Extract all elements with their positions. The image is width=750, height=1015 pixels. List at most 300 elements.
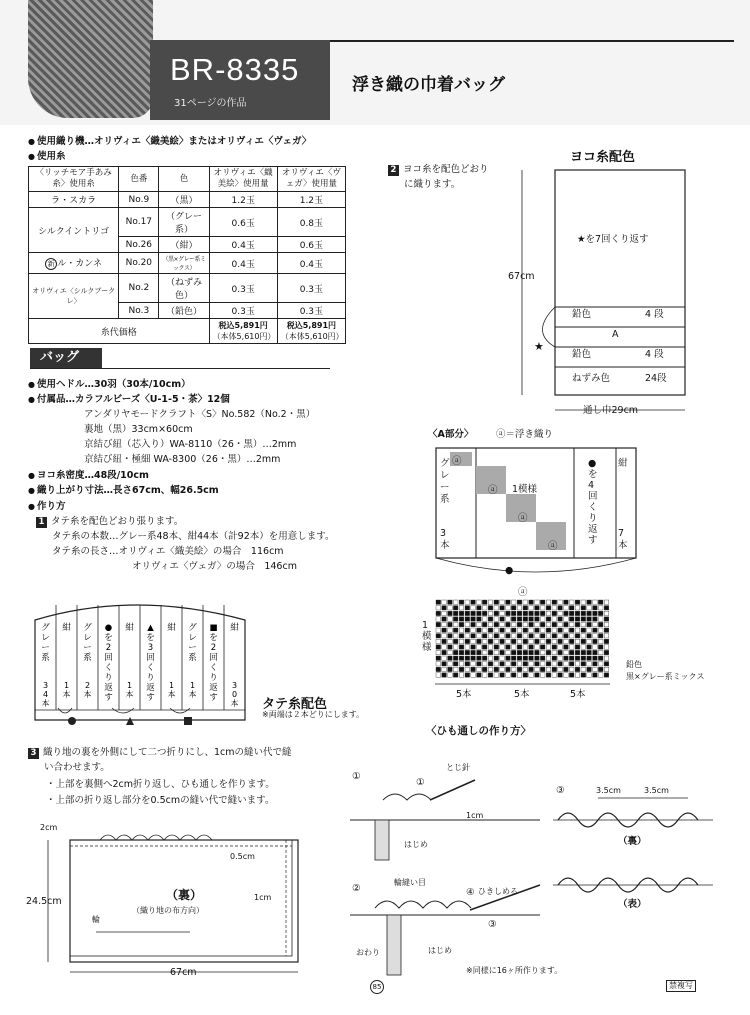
weave-cell — [598, 628, 603, 632]
weave-cell — [482, 600, 487, 604]
weave-cell — [471, 667, 476, 671]
weave-cell — [500, 611, 505, 615]
weave-cell — [564, 617, 569, 621]
weave-cell — [500, 673, 505, 677]
weave-cell — [477, 606, 482, 610]
weave-cell — [535, 656, 540, 660]
price-label: 糸代価格 — [29, 319, 210, 344]
weave-cell — [465, 606, 470, 610]
weave-cell — [482, 673, 487, 677]
weave-cell — [494, 673, 499, 677]
weave-cell — [453, 634, 458, 638]
weave-cell — [471, 673, 476, 677]
weave-cell — [459, 611, 464, 615]
weave-cell — [494, 667, 499, 671]
weave-cell — [465, 656, 470, 660]
weave-cell — [471, 634, 476, 638]
warp-column-char: 紺 — [125, 623, 134, 633]
warp-column-char: り — [104, 673, 113, 683]
weave-cell — [453, 622, 458, 626]
weave-cell — [593, 611, 598, 615]
weave-cell — [494, 606, 499, 610]
weave-cell — [604, 639, 609, 643]
weave-cell — [477, 622, 482, 626]
step-3b-marker: ③ — [488, 919, 497, 930]
spacing-1: 3.5cm — [596, 786, 621, 795]
warp-count-char: 本 — [230, 699, 239, 708]
weave-cell — [575, 628, 580, 632]
page-reference: 31ページの作品 — [174, 98, 247, 109]
weave-cell — [587, 656, 592, 660]
col-usage-a: オリヴィエ〈織美絵〉使用量 — [209, 167, 277, 192]
weave-cell — [459, 650, 464, 654]
weave-cell — [581, 622, 586, 626]
part-a-legend: ⓐ＝浮き織り — [496, 429, 554, 440]
accessory-4: 京結び紐（芯入り）WA-8110（26・黒）…2mm — [84, 439, 297, 450]
step3-bullet1: ・上部を裏側へ2cm折り返し、ひも通しを作ります。 — [46, 779, 275, 790]
weave-cell — [477, 656, 482, 660]
weave-cell — [598, 622, 603, 626]
part-a-pattern: 1模様 — [512, 484, 538, 495]
weave-cell — [540, 645, 545, 649]
warp-count-char: 2 — [84, 681, 91, 690]
bag-width: 67cm — [170, 967, 197, 978]
weave-cell — [494, 622, 499, 626]
weave-cell — [581, 662, 586, 666]
warp-count-char: 3 — [231, 681, 238, 690]
weave-cell — [477, 617, 482, 621]
weave-legend-2: 黒×グレー系ミックス — [626, 672, 705, 681]
weave-cell — [587, 628, 592, 632]
warp-column-char: グ — [83, 623, 92, 633]
cord-front: （表） — [618, 899, 647, 910]
weave-cell — [540, 634, 545, 638]
weave-cell — [453, 662, 458, 666]
cell-color: （黒） — [159, 192, 209, 208]
weave-cell — [569, 673, 574, 677]
weave-cell — [535, 606, 540, 610]
weave-cell — [598, 662, 603, 666]
warp-column-char: 系 — [41, 653, 50, 663]
step3-text2: い合わせます。 — [44, 762, 110, 773]
weave-cell — [575, 600, 580, 604]
weft-row-4-color: ねずみ色 — [572, 373, 611, 384]
weave-cell — [535, 645, 540, 649]
weave-cell — [488, 667, 493, 671]
warp-column-char: 回 — [146, 653, 155, 663]
weave-cell — [482, 639, 487, 643]
weave-cell — [587, 622, 592, 626]
weave-cell — [453, 673, 458, 677]
weave-cell — [482, 667, 487, 671]
price-a-value: 税込5,891円 — [218, 321, 268, 330]
weave-cell — [558, 645, 563, 649]
weave-cell — [488, 628, 493, 632]
warp-column-char: 2 — [105, 643, 112, 653]
weave-cell — [529, 622, 534, 626]
warp-column-char: 返 — [104, 683, 113, 693]
weave-a-mark: ⓐ — [518, 587, 528, 598]
weave-cell — [558, 611, 563, 615]
weave-cell — [471, 600, 476, 604]
weave-cell — [546, 606, 551, 610]
cell-usage-b: 1.2玉 — [277, 192, 345, 208]
weave-cell — [465, 662, 470, 666]
step2-line — [388, 163, 489, 176]
weave-cell — [465, 628, 470, 632]
method-heading: ● 作り方 — [28, 500, 66, 513]
weave-cell — [436, 606, 441, 610]
weave-cell — [604, 645, 609, 649]
weave-cell — [593, 645, 598, 649]
weave-cell — [506, 606, 511, 610]
step-2-marker: ② — [352, 883, 361, 894]
cell-yarn: ラ・スカラ — [29, 192, 119, 208]
weave-cell — [546, 634, 551, 638]
weave-count-1: 5本 — [456, 689, 472, 700]
weave-cell — [604, 622, 609, 626]
code-box — [150, 40, 330, 120]
cord-diagram-left — [345, 740, 545, 980]
cord-note: ※同様に16ヶ所作ります。 — [466, 966, 563, 975]
step2-number: 2 — [388, 165, 399, 176]
weave-cell — [540, 650, 545, 654]
weave-cell — [517, 634, 522, 638]
weave-cell — [523, 617, 528, 621]
table-row — [29, 274, 346, 303]
weave-cell — [535, 617, 540, 621]
cell-usage-a: 0.4玉 — [209, 253, 277, 274]
col-usage-b: オリヴィエ〈ヴェガ〉使用量 — [277, 167, 345, 192]
weave-cell — [575, 667, 580, 671]
weave-cell — [500, 645, 505, 649]
weave-cell — [535, 634, 540, 638]
weave-cell — [581, 656, 586, 660]
weave-cell — [598, 645, 603, 649]
weave-cell — [442, 611, 447, 615]
weave-cell — [500, 600, 505, 604]
weave-cell — [482, 606, 487, 610]
fold-top: 2cm — [40, 823, 58, 832]
cell-usage-a: 0.4玉 — [209, 237, 277, 253]
weave-cell — [511, 617, 516, 621]
price-a-sub: （本体5,610円） — [212, 332, 276, 341]
weave-cell — [506, 662, 511, 666]
warp-count-char: 本 — [167, 690, 176, 699]
weave-cell — [459, 673, 464, 677]
cell-usage-a: 0.3玉 — [209, 303, 277, 319]
part-a-left-count: 3本 — [440, 528, 450, 551]
weave-cell — [494, 628, 499, 632]
weave-cell — [593, 600, 598, 604]
weave-cell — [552, 617, 557, 621]
weave-cell — [517, 656, 522, 660]
weave-cell — [506, 634, 511, 638]
step1-number: 1 — [36, 517, 47, 528]
weave-cell — [535, 628, 540, 632]
part-a-right-count: 7本 — [618, 528, 628, 551]
weft-row-1-count: 4 段 — [645, 309, 664, 320]
weave-cell — [488, 611, 493, 615]
weave-cell — [448, 645, 453, 649]
weave-cell — [465, 617, 470, 621]
density-line: ● ヨコ糸密度…48段/10cm — [28, 469, 149, 482]
weave-cell — [552, 606, 557, 610]
weave-cell — [506, 600, 511, 604]
weave-cell — [593, 634, 598, 638]
weave-cell — [511, 650, 516, 654]
weave-cell — [569, 662, 574, 666]
weave-cell — [529, 662, 534, 666]
warp-column-char: 返 — [146, 683, 155, 693]
weft-diagram — [500, 160, 720, 425]
weave-cell — [546, 673, 551, 677]
weave-cell — [575, 645, 580, 649]
weave-cell — [604, 656, 609, 660]
cell-color: （ねずみ色） — [159, 274, 209, 303]
weave-cell — [529, 645, 534, 649]
accessories-line: ● 付属品…カラフルビーズ〈U-1-5・茶〉12個 — [28, 393, 230, 406]
weave-cell — [517, 622, 522, 626]
weave-cell — [540, 667, 545, 671]
weave-cell — [604, 662, 609, 666]
weave-cell — [540, 606, 545, 610]
cell-usage-b: 0.3玉 — [277, 274, 345, 303]
weave-cell — [598, 600, 603, 604]
weave-cell — [488, 662, 493, 666]
weave-cell — [552, 634, 557, 638]
weave-cell — [448, 650, 453, 654]
weave-cell — [482, 611, 487, 615]
weave-cell — [558, 628, 563, 632]
weave-cell — [488, 600, 493, 604]
weave-cell — [546, 667, 551, 671]
bag-height: 24.5cm — [26, 896, 62, 907]
weave-cell — [459, 628, 464, 632]
warp-count-char: 1 — [189, 681, 196, 690]
weave-cell — [465, 650, 470, 654]
warp-count-char: 本 — [125, 690, 134, 699]
cell-usage-b: 0.4玉 — [277, 253, 345, 274]
weave-cell — [459, 600, 464, 604]
warp-count-char: 本 — [83, 690, 92, 699]
weave-cell — [482, 622, 487, 626]
weave-cell — [535, 673, 540, 677]
part-a-right: 紺 — [618, 458, 628, 469]
weave-cell — [558, 656, 563, 660]
weft-row-1-color: 鉛色 — [572, 309, 592, 320]
weave-cell — [453, 645, 458, 649]
weave-cell — [511, 634, 516, 638]
weave-cell — [523, 628, 528, 632]
weave-cell — [477, 673, 482, 677]
weave-cell — [564, 667, 569, 671]
weave-cell — [569, 628, 574, 632]
warp-column-char: を — [146, 633, 155, 643]
weave-cell — [604, 606, 609, 610]
weave-cell — [581, 673, 586, 677]
weave-cell — [448, 617, 453, 621]
weave-cell — [598, 656, 603, 660]
weave-cell — [482, 656, 487, 660]
back-label: （裏） — [166, 888, 203, 902]
warp-count-char: 本 — [41, 699, 50, 708]
warp-column-char: 紺 — [167, 623, 176, 633]
table-row — [29, 253, 346, 274]
warp-column-char: ー — [41, 643, 50, 653]
weave-cell — [500, 650, 505, 654]
weave-cell — [500, 662, 505, 666]
warp-column-char: 紺 — [230, 623, 239, 633]
weave-cell — [575, 634, 580, 638]
weave-cell — [482, 617, 487, 621]
weave-cell — [558, 622, 563, 626]
accessory-5: 京結び紐・極細 WA-8300（26・黒）…2mm — [84, 454, 281, 465]
weave-cell — [471, 639, 476, 643]
weave-cell — [482, 634, 487, 638]
step3-line — [28, 746, 292, 759]
weave-cell — [494, 656, 499, 660]
accessory-3: 裏地（黒）33cm×60cm — [84, 424, 193, 435]
warp-column-char: り — [146, 673, 155, 683]
weave-cell — [575, 617, 580, 621]
weave-cell — [506, 673, 511, 677]
yarn-heading: ● 使用糸 — [28, 150, 66, 163]
warp-count-char: 1 — [126, 681, 133, 690]
weave-cell — [540, 611, 545, 615]
weave-cell — [558, 617, 563, 621]
weave-cell — [448, 639, 453, 643]
weave-cell — [436, 656, 441, 660]
weave-cell — [523, 611, 528, 615]
fold-label: 輪 — [92, 915, 100, 924]
weave-cell — [436, 645, 441, 649]
weave-cell — [471, 622, 476, 626]
warp-count-char: 1 — [168, 681, 175, 690]
weave-cell — [564, 634, 569, 638]
weave-cell — [593, 656, 598, 660]
weave-cell — [587, 600, 592, 604]
weave-cell — [459, 639, 464, 643]
a-mark-2: ⓐ — [488, 485, 498, 496]
weave-cell — [564, 628, 569, 632]
weave-cell — [500, 667, 505, 671]
page-number: 85 — [370, 980, 384, 994]
price-b-sub: （本体5,610円） — [280, 332, 344, 341]
weave-cell — [587, 673, 592, 677]
weave-cells — [436, 600, 609, 677]
weave-cell — [506, 650, 511, 654]
weave-cell — [511, 628, 516, 632]
weave-cell — [558, 639, 563, 643]
weave-cell — [511, 662, 516, 666]
cell-number: No.26 — [119, 237, 159, 253]
loop-seam: 輪縫い目 — [394, 878, 426, 887]
weave-cell — [523, 656, 528, 660]
weave-cell — [500, 622, 505, 626]
weave-cell — [511, 622, 516, 626]
weft-row-4-count: 24段 — [645, 373, 667, 384]
spacing-2: 3.5cm — [644, 786, 669, 795]
star-marker: ★ — [534, 340, 544, 353]
yarn-name: ル・カンネ — [57, 259, 102, 269]
weave-cell — [459, 656, 464, 660]
weave-cell — [488, 606, 493, 610]
weave-cell — [535, 600, 540, 604]
weave-cell — [465, 600, 470, 604]
weave-cell — [465, 673, 470, 677]
weave-cell — [477, 611, 482, 615]
weave-cell — [529, 634, 534, 638]
weave-cell — [436, 622, 441, 626]
price-b-value: 税込5,891円 — [286, 321, 337, 330]
weave-cell — [453, 617, 458, 621]
weave-cell — [569, 611, 574, 615]
weave-cell — [453, 639, 458, 643]
weave-cell — [523, 622, 528, 626]
weave-cell — [540, 656, 545, 660]
weave-cell — [593, 667, 598, 671]
weave-cell — [506, 645, 511, 649]
warp-column-char: レ — [41, 633, 50, 643]
weave-cell — [523, 645, 528, 649]
cell-color: （黒×グレー系ミックス） — [159, 253, 209, 274]
weave-cell — [442, 639, 447, 643]
weave-cell — [488, 650, 493, 654]
weave-cell — [552, 600, 557, 604]
weave-cell — [459, 634, 464, 638]
col-color: 色 — [159, 167, 209, 192]
weave-cell — [488, 617, 493, 621]
weave-cell — [453, 656, 458, 660]
weave-cell — [535, 639, 540, 643]
weave-cell — [488, 634, 493, 638]
weave-cell — [535, 662, 540, 666]
weave-cell — [511, 639, 516, 643]
cell-number: No.17 — [119, 208, 159, 237]
step-1b-marker: ① — [416, 777, 425, 788]
circle-marker — [68, 717, 76, 725]
weave-cell — [535, 611, 540, 615]
part-a-repeat: ●を4回くり返す — [588, 458, 598, 546]
weave-cell — [511, 673, 516, 677]
cell-number: No.20 — [119, 253, 159, 274]
weave-cell — [436, 617, 441, 621]
weft-height: 67cm — [508, 271, 535, 282]
weave-cell — [477, 628, 482, 632]
weave-cell — [581, 611, 586, 615]
weave-cell — [523, 673, 528, 677]
weft-width: 通し巾29cm — [583, 405, 639, 416]
accessory-2: アンダリヤモードクラフト〈S〉No.582（No.2・黒） — [84, 409, 316, 420]
weave-cell — [448, 622, 453, 626]
warp-title: タテ糸配色 — [262, 697, 328, 712]
weave-cell — [529, 628, 534, 632]
part-a-title: 〈A部分〉 — [428, 429, 474, 440]
weave-cell — [500, 656, 505, 660]
weave-pattern — [420, 596, 620, 688]
weave-cell — [517, 628, 522, 632]
weave-cell — [442, 628, 447, 632]
weave-cell — [494, 611, 499, 615]
weave-cell — [442, 622, 447, 626]
weave-cell — [494, 645, 499, 649]
weft-row-a: A — [612, 329, 619, 340]
weave-cell — [442, 673, 447, 677]
a-mark-3: ⓐ — [518, 513, 528, 524]
weave-cell — [593, 650, 598, 654]
warp-column-char: す — [146, 693, 155, 703]
